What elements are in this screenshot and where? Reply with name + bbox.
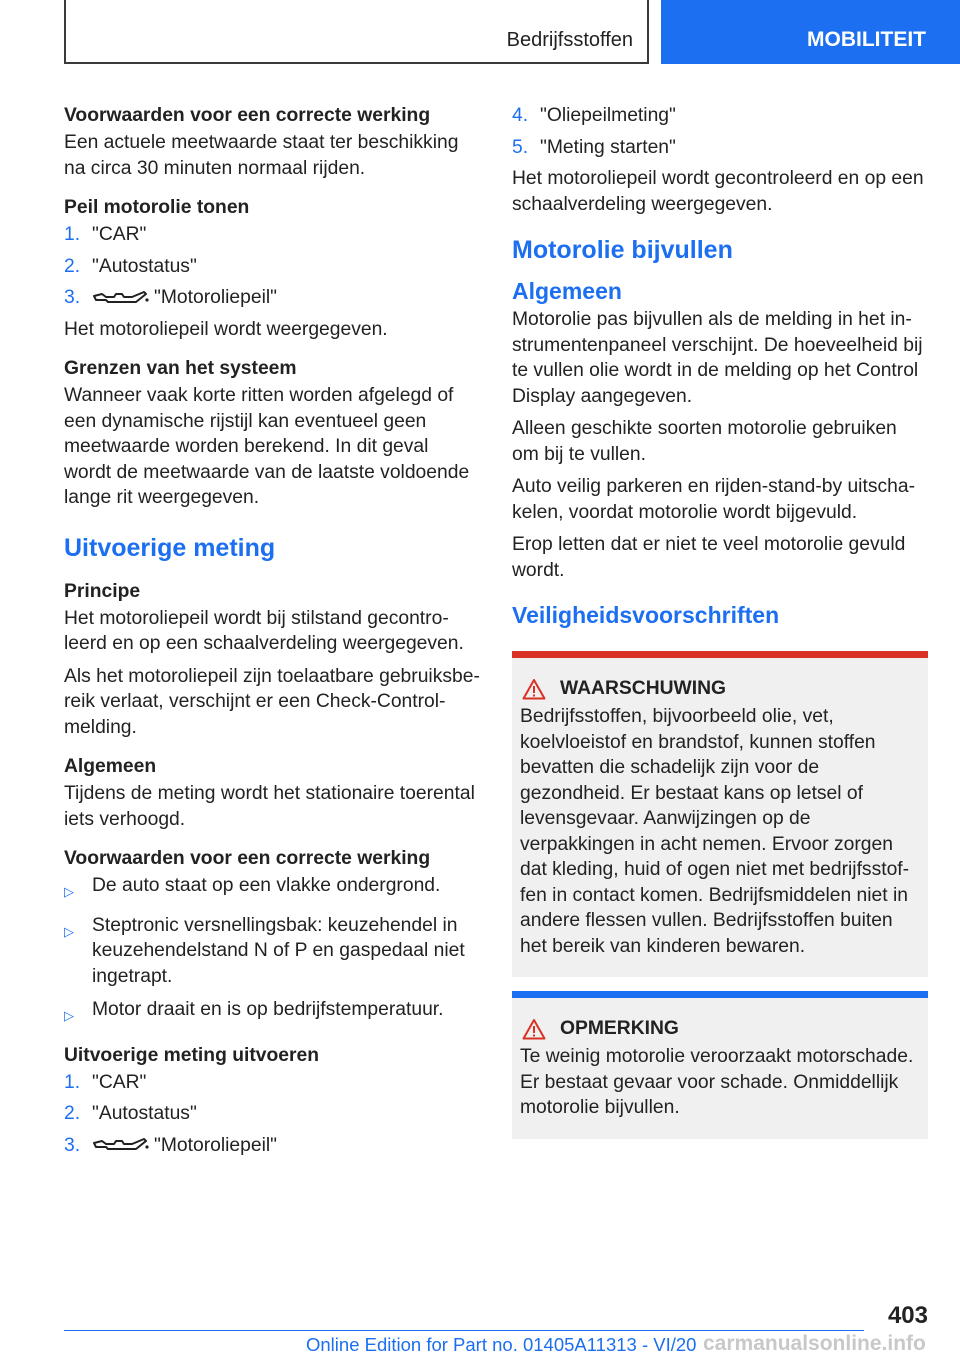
list-item — [64, 1133, 480, 1159]
subheading-principle: Principe — [64, 580, 141, 602]
oil-can-icon — [92, 288, 150, 308]
right-column — [512, 103, 928, 1153]
left-column — [64, 103, 480, 1164]
paragraph: Erop letten dat er niet te veel motorolie gevuld wordt. — [512, 534, 906, 581]
paragraph: Het motoroliepeil wordt bij stilstand gecontroleerd en op een schaalverdeling weergegeven. — [64, 607, 464, 654]
heading-top-up-oil: Motorolie bijvullen — [512, 236, 733, 264]
subheading-general: Algemeen — [64, 756, 157, 777]
paragraph: Tijdens de meting wordt het stationaire toerental iets verhoogd. — [64, 783, 475, 830]
header-section-title: Bedrijfsstoffen — [506, 29, 633, 51]
list-item — [64, 1101, 480, 1127]
warning-triangle-icon — [522, 1018, 546, 1040]
heading-safety: Veiligheidsvoorschriften — [512, 602, 780, 628]
paragraph: Een actuele meetwaarde staat ter beschikking na circa 30 minuten normaal rijden. — [64, 132, 459, 179]
step-number: 2. — [64, 255, 81, 277]
steps-list — [64, 222, 480, 311]
step-text: "Motoroliepeil" — [154, 1134, 278, 1156]
step-number: 1. — [64, 224, 81, 245]
paragraph: Auto veilig parkeren en rijden-stand-by uitschakelen, voordat motorolie wordt bijgevuld. — [512, 476, 915, 523]
list-item — [512, 103, 928, 129]
warning-triangle-icon — [522, 678, 546, 700]
header-chapter-tab[interactable]: MOBILITEIT — [661, 0, 960, 64]
list-item — [64, 997, 480, 1029]
step-text: "Autostatus" — [92, 255, 197, 277]
step-text: "Oliepeilmeting" — [540, 105, 676, 126]
step-number: 3. — [64, 287, 81, 308]
bullet-text: Motor draait en is op bedrijfstemperatuur. — [92, 999, 444, 1020]
step-text: "Autostatus" — [92, 1103, 197, 1124]
step-number: 5. — [512, 136, 529, 158]
warning-text: Bedrijfsstoffen, bijvoorbeeld olie, vet, koelvloeistof en brandstof, kunnen stoffen bevatten die schadelijk zijn voor de gezondheid. Er bestaat kans op letsel of levensgevaar. Aanwijzingen op de verpakkingen in acht nemen. Ervoor zorgen dat kleding, huid of ogen niet met bedrijfsstoffen in contact komen. Bedrijfsmiddelen niet in andere flessen vullen. Bedrijfsstoffen buiten het bereik van kinderen bewaren. — [520, 706, 910, 957]
paragraph: Het motoroliepeil wordt gecontroleerd en op een schaalverdeling weergegeven. — [512, 168, 924, 215]
bullet-text: Steptronic versnellingsbak: keuzehendel in keuzehendelstand N of P en gaspedaal niet ingetrapt. — [92, 914, 465, 987]
subheading-conditions-2: Voorwaarden voor een correcte werking — [64, 848, 431, 869]
heading-detailed-measurement: Uitvoerige meting — [64, 533, 276, 562]
step-number: 3. — [64, 1134, 81, 1156]
list-item — [64, 1070, 480, 1096]
warning-box — [512, 651, 928, 977]
subheading-conditions: Voorwaarden voor een correcte werking — [64, 105, 431, 126]
oil-can-icon — [92, 1135, 150, 1155]
note-title — [520, 1018, 920, 1040]
step-text: "Motoroliepeil" — [154, 287, 278, 308]
triangle-right-icon: ▷ — [64, 1008, 74, 1023]
paragraph: Als het motoroliepeil zijn toelaatbare gebruiksbereik verlaat, verschijnt er een Check-Control-melding. — [64, 665, 480, 738]
paragraph: Het motoroliepeil wordt weergegeven. — [64, 318, 388, 340]
paragraph: Alleen geschikte soorten motorolie gebruiken om bij te vullen. — [512, 418, 897, 465]
subheading-limits: Grenzen van het systeem — [64, 358, 297, 379]
header-section-box — [64, 0, 649, 64]
page-number: 403 — [887, 1302, 928, 1329]
step-text: "Meting starten" — [540, 136, 676, 158]
heading-general: Algemeen — [512, 278, 622, 304]
edition-text: Online Edition for Part no. 01405A11313 - VI/20 — [306, 1334, 697, 1355]
list-item — [64, 254, 480, 280]
subheading-show-oil: Peil motorolie tonen — [64, 197, 250, 218]
list-item — [64, 222, 480, 248]
list-item — [512, 135, 928, 161]
list-item — [64, 285, 480, 311]
list-item — [64, 913, 480, 990]
triangle-right-icon: ▷ — [64, 923, 74, 939]
subheading-perform-measurement: Uitvoerige meting uitvoeren — [64, 1044, 319, 1066]
note-box — [512, 991, 928, 1139]
bullet-list — [64, 873, 480, 1029]
list-item — [64, 873, 480, 905]
step-text: "CAR" — [92, 224, 147, 245]
steps-list — [512, 103, 928, 160]
warning-title — [520, 678, 920, 700]
step-number: 2. — [64, 1103, 81, 1124]
steps-list — [64, 1070, 480, 1159]
step-number: 4. — [512, 105, 529, 126]
footer-divider — [64, 1330, 864, 1331]
paragraph: Motorolie pas bijvullen als de melding in het instrumentenpaneel verschijnt. De hoeveelheid bij te vullen olie wordt in de melding op het Control Display aangegeven. — [512, 309, 923, 407]
note-title-text: OPMERKING — [560, 1018, 679, 1039]
bullet-text: De auto staat op een vlakke ondergrond. — [92, 875, 441, 896]
warning-title-text: WAARSCHUWING — [560, 678, 727, 699]
step-number: 1. — [64, 1071, 81, 1093]
step-text: "CAR" — [92, 1071, 147, 1093]
triangle-right-icon: ▷ — [64, 884, 74, 899]
note-text: Te weinig motorolie veroorzaakt motorschade. Er bestaat gevaar voor schade. Onmiddellijk motorolie bijvullen. — [520, 1046, 914, 1118]
paragraph: Wanneer vaak korte ritten worden afgelegd of een dynamische rijstijl kan eventueel geen meetwaarde worden berekend. In dit geval wordt de meetwaarde van de laatste voldoende lange rit weergegeven. — [64, 385, 470, 508]
watermark: carmanualsonline.info — [703, 1332, 926, 1355]
